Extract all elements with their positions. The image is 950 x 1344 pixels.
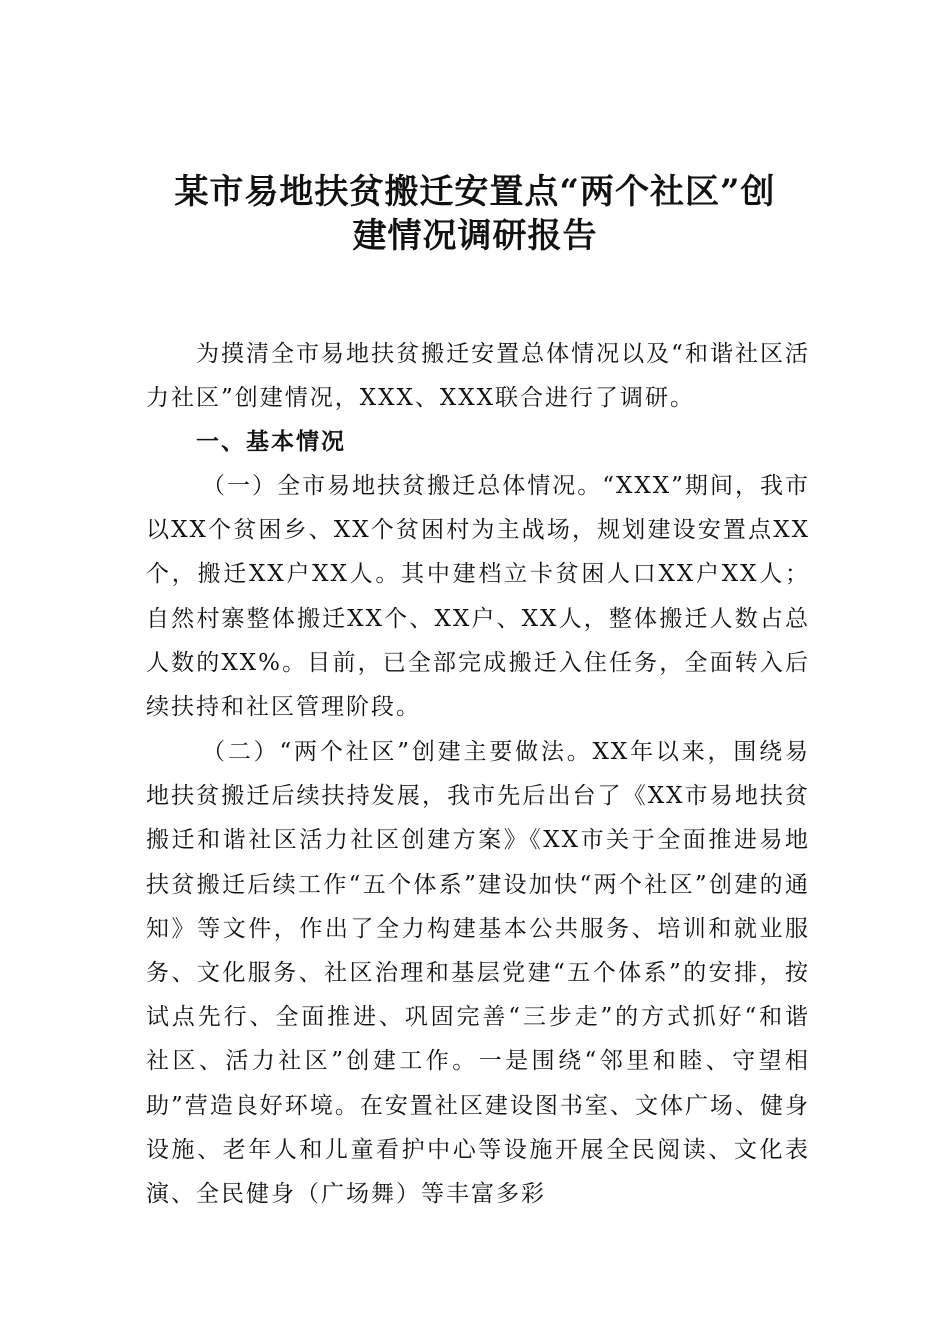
section-heading-basic-situation: 一、基本情况	[196, 429, 346, 455]
report-title-line-1: 某市易地扶贫搬迁安置点“两个社区”创	[174, 172, 776, 212]
paragraph-main-practices: （二）“两个社区”创建主要做法。XX年以来，围绕易地扶贫搬迁后续扶持发展，我市先后出台了《XX市易地扶贫搬迁和谐社区活力社区创建方案》《XX市关于全面推进易地扶贫搬迁后续工作“五个体系”建设加快“两个社区”创建的通知》等文件，作出了全力构建基本公共服务、培训和就业服务、文化服务、社区治理和基层党建“五个体系”的安排，按试点先行、全面推进、巩固完善“三步走”的方式抓好“和谐社区、活力社区”创建工作。一是围绕“邻里和睦、守望相助”营造良好环境。在安置社区建设图书室、文体广场、健身设施、老年人和儿童看护中心等设施开展全民阅读、文化表演、全民健身（广场舞）等丰富多彩	[146, 739, 810, 1208]
paragraph-overall-situation: （一）全市易地扶贫搬迁总体情况。“XXX”期间，我市以XX个贫困乡、XX个贫困村为主战场，规划建设安置点XX个，搬迁XX户XX人。其中建档立卡贫困人口XX户XX人；自然村寨整体搬迁XX个、XX户、XX人，整体搬迁人数占总人数的XX%。目前，已全部完成搬迁入住任务，全面转入后续扶持和社区管理阶段。	[146, 473, 810, 721]
report-title-line-2: 建情况调研报告	[352, 216, 598, 256]
intro-paragraph: 为摸清全市易地扶贫搬迁安置总体情况以及“和谐社区活力社区”创建情况，XXX、XXX联合进行了调研。	[146, 341, 810, 412]
